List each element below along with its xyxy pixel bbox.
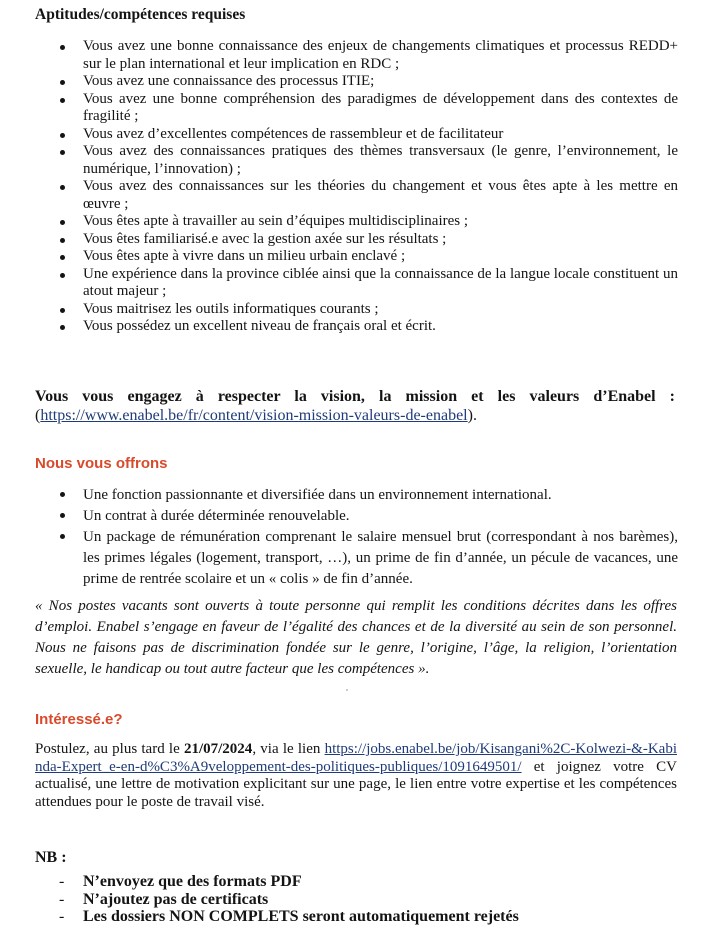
bullet-icon <box>60 150 65 155</box>
list-item: - Les dossiers NON COMPLETS seront automatiquement rejetés <box>59 908 519 925</box>
list-item: - N’envoyez que des formats PDF <box>59 873 302 890</box>
list-item: Vous avez une bonne compréhension des paradigmes de développement dans des contextes de fragilité ; <box>35 91 678 126</box>
bullet-icon <box>60 238 65 243</box>
apply-paragraph: Postulez, au plus tard le 21/07/2024, via le lien https://jobs.enabel.be/job/Kisangani%2C-Kolwezi-&-Kabinda-Expert_e-en-d%C3%A9veloppement-des-politiques-publiques/1091649501/ et joignez votre CV actualisé, une lettre de motivation explicitant sur une page, le lien entre votre expertise et les compétences attendues pour le poste de travail visé. <box>35 741 677 810</box>
bullet-icon <box>60 273 65 278</box>
offer-heading: Nous vous offrons <box>35 455 168 472</box>
list-item: Vous possédez un excellent niveau de français oral et écrit. <box>35 318 678 336</box>
list-item: Vous êtes apte à travailler au sein d’équipes multidisciplinaires ; <box>35 213 678 231</box>
scan-speck <box>346 689 348 691</box>
bullet-icon <box>60 308 65 313</box>
bullet-icon <box>60 80 65 85</box>
nb-list <box>35 873 675 926</box>
bullet-icon <box>60 220 65 225</box>
list-item: Vous avez d’excellentes compétences de rassembleur et de facilitateur <box>35 126 678 144</box>
enabel-values-link[interactable]: https://www.enabel.be/fr/content/vision-mission-valeurs-de-enabel <box>40 407 468 424</box>
dash-icon: - <box>59 890 65 908</box>
list-item: Une fonction passionnante et diversifiée dans un environnement international. <box>35 485 678 506</box>
dash-icon: - <box>59 908 65 925</box>
diversity-statement: « Nos postes vacants sont ouverts à toute personne qui remplit les conditions décrites dans les offres d’emploi. Enabel s’engage en faveur de l’égalité des chances et de la diversité au sein de son personnel. Nous ne faisons pas de discrimination fondée sur le genre, l’origine, l’âge, la religion, l’orientation sexuelle, le handicap ou tout autre facteur que les compétences ». <box>35 598 677 677</box>
deadline-date: 21/07/2024 <box>183 741 253 757</box>
dash-icon: - <box>59 873 65 890</box>
list-item: Vous êtes familiarisé.e avec la gestion axée sur les résultats ; <box>35 231 678 249</box>
offer-list <box>35 485 678 590</box>
job-application-link[interactable]: https://jobs.enabel.be/job/Kisangani%2C-Kolwezi-&-Kabinda-Expert_e-en-d%C3%A9veloppement-des-politiques-publiques/1091649501/ <box>35 741 677 775</box>
list-item: Un contrat à durée déterminée renouvelable. <box>35 506 678 527</box>
list-item: Vous avez des connaissances sur les théories du changement et vous êtes apte à les mettre en œuvre ; <box>35 178 678 213</box>
bullet-icon <box>60 255 65 260</box>
list-item: - N’ajoutez pas de certificats <box>59 890 269 908</box>
bullet-icon <box>60 325 65 330</box>
apply-heading: Intéressé.e? <box>35 711 123 728</box>
bullet-icon <box>60 534 65 539</box>
list-item: Vous avez des connaissances pratiques des thèmes transversaux (le genre, l’environnement, le numérique, l’innovation) ; <box>35 143 678 178</box>
list-item: Un package de rémunération comprenant le salaire mensuel brut (correspondant à nos barèmes), les primes légales (logement, transport, …), un prime de fin d’année, un pécule de vacances, une prime de rentrée scolaire et un « colis » de fin d’année. <box>35 527 678 590</box>
list-item: Vous maitrisez les outils informatiques courants ; <box>35 301 678 319</box>
bullet-icon <box>60 133 65 138</box>
aptitudes-list <box>35 38 678 336</box>
aptitudes-heading: Aptitudes/compétences requises <box>35 6 246 23</box>
list-item: Vous êtes apte à vivre dans un milieu urbain enclavé ; <box>35 248 678 266</box>
engagement-paragraph: Vous vous engagez à respecter la vision, la mission et les valeurs d’Enabel :(https://www.enabel.be/fr/content/vision-mission-valeurs-de-enabel). <box>35 388 675 424</box>
list-item: Une expérience dans la province ciblée ainsi que la connaissance de la langue locale constituent un atout majeur ; <box>35 266 678 301</box>
bullet-icon <box>60 513 65 518</box>
bullet-icon <box>60 185 65 190</box>
list-item: Vous avez une connaissance des processus ITIE; <box>35 73 678 91</box>
list-item: Vous avez une bonne connaissance des enjeux de changements climatiques et processus REDD+ sur le plan international et leur implication en RDC ; <box>35 38 678 73</box>
bullet-icon <box>60 98 65 103</box>
bullet-icon <box>60 45 65 50</box>
nb-heading: NB : <box>35 849 67 866</box>
bullet-icon <box>60 492 65 497</box>
